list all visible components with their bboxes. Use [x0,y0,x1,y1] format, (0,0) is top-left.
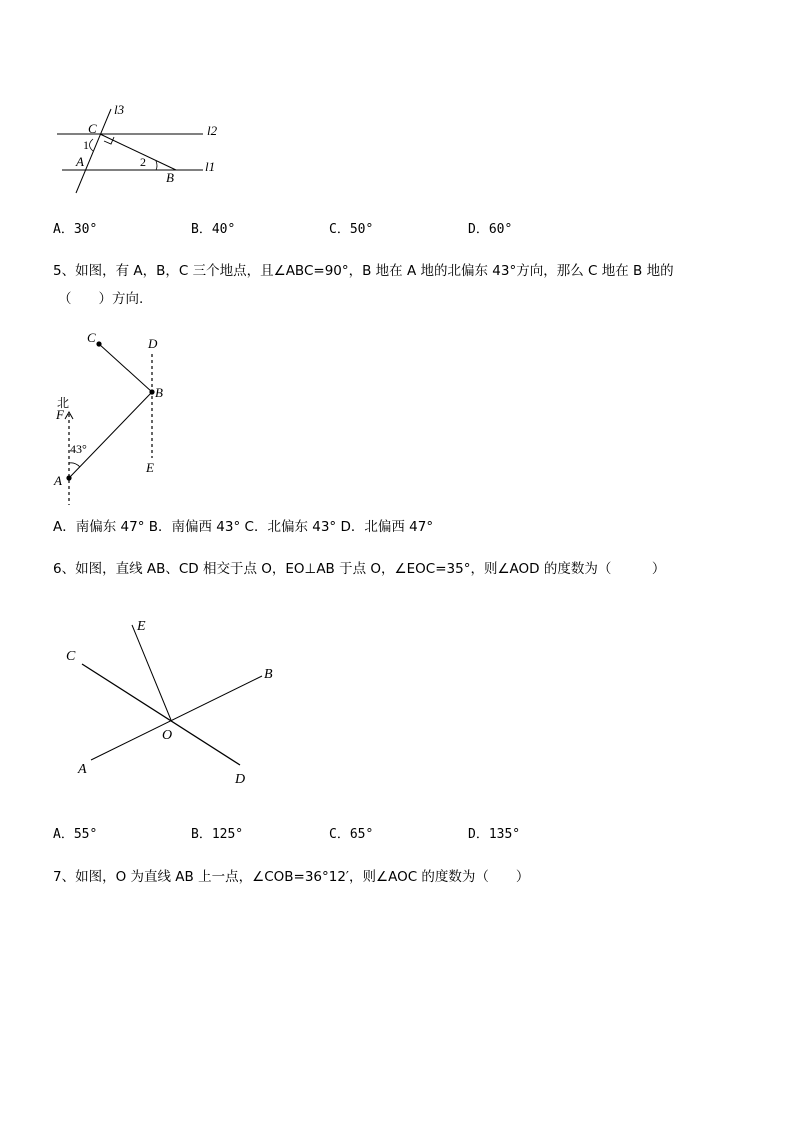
label-e: E [137,619,146,634]
label-a: A [76,154,84,169]
q4-option-a: A．30° [53,222,98,237]
label-north: 北 [57,396,70,410]
label-l2: l2 [207,123,218,138]
q6-option-b: B．125° [191,827,244,842]
label-c: C [88,121,97,136]
label-a: A [78,762,87,777]
label-angle-43: 43° [70,442,87,456]
q6-text: 6、如图，直线 AB、CD 相交于点 O，EO⊥AB 于点 O，∠EOC=35°，则∠AOD 的度数为（ ） [53,561,666,577]
line-ab [91,676,262,760]
q5-text-line1: 5、如图，有 A，B，C 三个地点，且∠ABC=90°，B 地在 A 地的北偏东 43°方向，那么 C 地在 B 地的 [53,263,674,279]
ray-oe [132,625,171,720]
q6-option-d: D．135° [468,827,521,842]
q6-option-c: C．65° [329,827,374,842]
label-f: F [56,407,64,422]
q5-options: A．南偏东 47° B．南偏西 43° C．北偏东 43° D．北偏西 47° [53,519,434,535]
label-angle-2: 2 [140,155,146,169]
q4-option-d: D．60° [468,222,513,237]
label-d: D [148,336,158,351]
label-a: A [54,473,62,488]
q5-text-line2: （ ）方向. [58,291,144,307]
q6-option-a: A．55° [53,827,98,842]
label-c: C [87,330,96,345]
q4-option-b: B．40° [191,222,236,237]
q7-text: 7、如图，O 为直线 AB 上一点，∠COB=36°12′，则∠AOC 的度数为（ ） [53,869,530,885]
label-d: D [235,772,246,787]
label-b: B [166,170,174,185]
label-l3: l3 [114,102,125,117]
line-cd [82,664,240,765]
label-e: E [146,460,154,475]
label-l1: l1 [205,159,216,174]
label-o: O [162,728,173,743]
label-b: B [155,385,163,400]
label-b: B [264,667,273,682]
label-angle-1: 1 [83,138,89,152]
q4-option-c: C．50° [329,222,374,237]
label-c: C [66,649,76,664]
